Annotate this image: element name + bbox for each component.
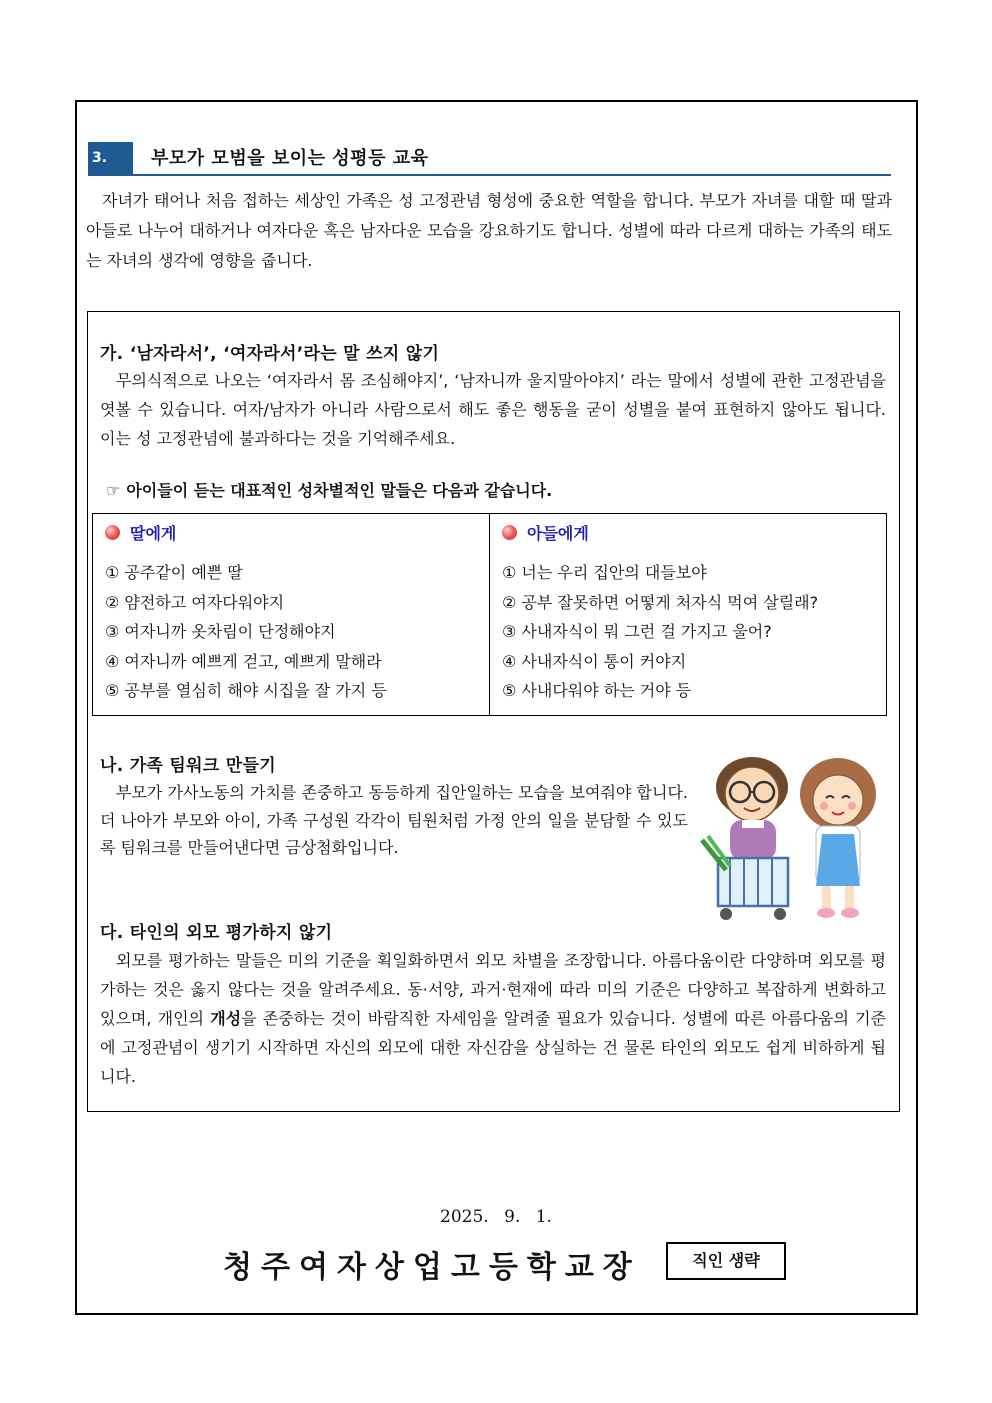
part-c-body: 외모를 평가하는 말들은 미의 기준을 획일화하면서 외모 차별을 조장합니다. 아름다움이란 다양하며 외모를 평가하는 것은 옳지 않다는 것을 알려주세요. 동·서양, 과거·현재에 따라 미의 기준은 다양하고 복잡하게 변화하고 있으며, 개인의 개성을 존중하는 것이 바람직한 자세임을 알려줄 필요가 있습니다. 성별에 따른 아름다움의 기준에 고정관념이 생기기 시작하면 자신의 외모에 대한 자신감을 상실하는 건 물론 타인의 외모도 쉽게 비하하게 됩니다. bbox=[100, 951, 887, 1086]
intro-paragraph: 자녀가 태어나 처음 접하는 세상인 가족은 성 고정관념 형성에 중요한 역할을 합니다. 부모가 자녀를 대할 때 딸과 아들로 나누어 대하거나 여자다운 혹은 남자다운 모습을 강요하기도 합니다. 성별에 따라 다르게 대하는 가족의 태도는 자녀의 생각에 영향을 줍니다. bbox=[86, 191, 892, 270]
bullet-ball-icon bbox=[502, 525, 517, 540]
pointer-text: 아이들이 듣는 대표적인 성차별적인 말들은 다음과 같습니다. bbox=[126, 481, 553, 500]
son-column-title: 아들에게 bbox=[527, 523, 589, 543]
sexist-words-table bbox=[92, 513, 887, 716]
list-item: ⑤ 공부를 열심히 해야 시집을 잘 가지 등 bbox=[105, 681, 387, 700]
son-column bbox=[490, 514, 886, 715]
part-a-title: 가. ‘남자라서’, ‘여자라서’라는 말 쓰지 않기 bbox=[100, 344, 440, 364]
list-item: ① 너는 우리 집안의 대들보야 bbox=[502, 563, 707, 582]
emphasis-text: 개성 bbox=[210, 1009, 242, 1028]
seal-omitted-box: 직인 생략 bbox=[666, 1242, 786, 1280]
section-rule bbox=[88, 174, 891, 176]
part-c-title: 다. 타인의 외모 평가하지 않기 bbox=[100, 923, 333, 943]
bullet-ball-icon bbox=[105, 525, 120, 540]
part-b-body: 부모가 가사노동의 가치를 존중하고 동등하게 집안일하는 모습을 보여줘야 합니다. 더 나아가 부모와 아이, 가족 구성원 각각이 팀원처럼 가정 안의 일을 분담할 수 있도록 팀워크를 만들어낸다면 금상첨화입니다. bbox=[100, 783, 688, 857]
part-a-body: 무의식적으로 나오는 ‘여자라서 몸 조심해야지’, ‘남자니까 울지말아야지’ 라는 말에서 성별에 관한 고정관념을 엿볼 수 있습니다. 여자/남자가 아니라 사람으로서 해도 좋은 행동을 굳이 성별을 붙여 표현하지 않아도 됩니다. 이는 성 고정관념에 불과하다는 것을 기억해주세요. bbox=[100, 371, 886, 448]
part-b-title: 나. 가족 팀워크 만들기 bbox=[100, 756, 276, 776]
list-item: ③ 여자니까 옷차림이 단정해야지 bbox=[105, 622, 336, 641]
principal-signature: 청주여자상업고등학교장 bbox=[223, 1250, 641, 1285]
issue-date: 2025. 9. 1. bbox=[440, 1207, 552, 1227]
pointer-line bbox=[106, 478, 552, 501]
family-housework-illustration bbox=[700, 752, 890, 927]
daughter-column bbox=[93, 514, 490, 715]
daughter-column-header bbox=[105, 520, 489, 544]
section-number: 3. bbox=[88, 142, 133, 174]
list-item: ④ 사내자식이 통이 커야지 bbox=[502, 651, 687, 671]
list-item: ④ 여자니까 예쁘게 걷고, 예쁘게 말해라 bbox=[105, 651, 382, 671]
daughter-column-title: 딸에게 bbox=[130, 523, 177, 543]
list-item: ① 공주같이 예쁜 딸 bbox=[105, 563, 243, 582]
section-header bbox=[88, 138, 891, 176]
section-title: 부모가 모범을 보이는 성평등 교육 bbox=[151, 148, 429, 169]
son-column-header bbox=[502, 520, 886, 544]
list-item: ⑤ 사내다워야 하는 거야 등 bbox=[502, 681, 692, 700]
list-item: ② 얌전하고 여자다워야지 bbox=[105, 592, 285, 612]
list-item: ② 공부 잘못하면 어떻게 처자식 먹여 살릴래? bbox=[502, 592, 819, 612]
list-item: ③ 사내자식이 뭐 그런 걸 가지고 울어? bbox=[502, 622, 772, 641]
pointing-hand-icon: ☞ bbox=[106, 481, 121, 500]
